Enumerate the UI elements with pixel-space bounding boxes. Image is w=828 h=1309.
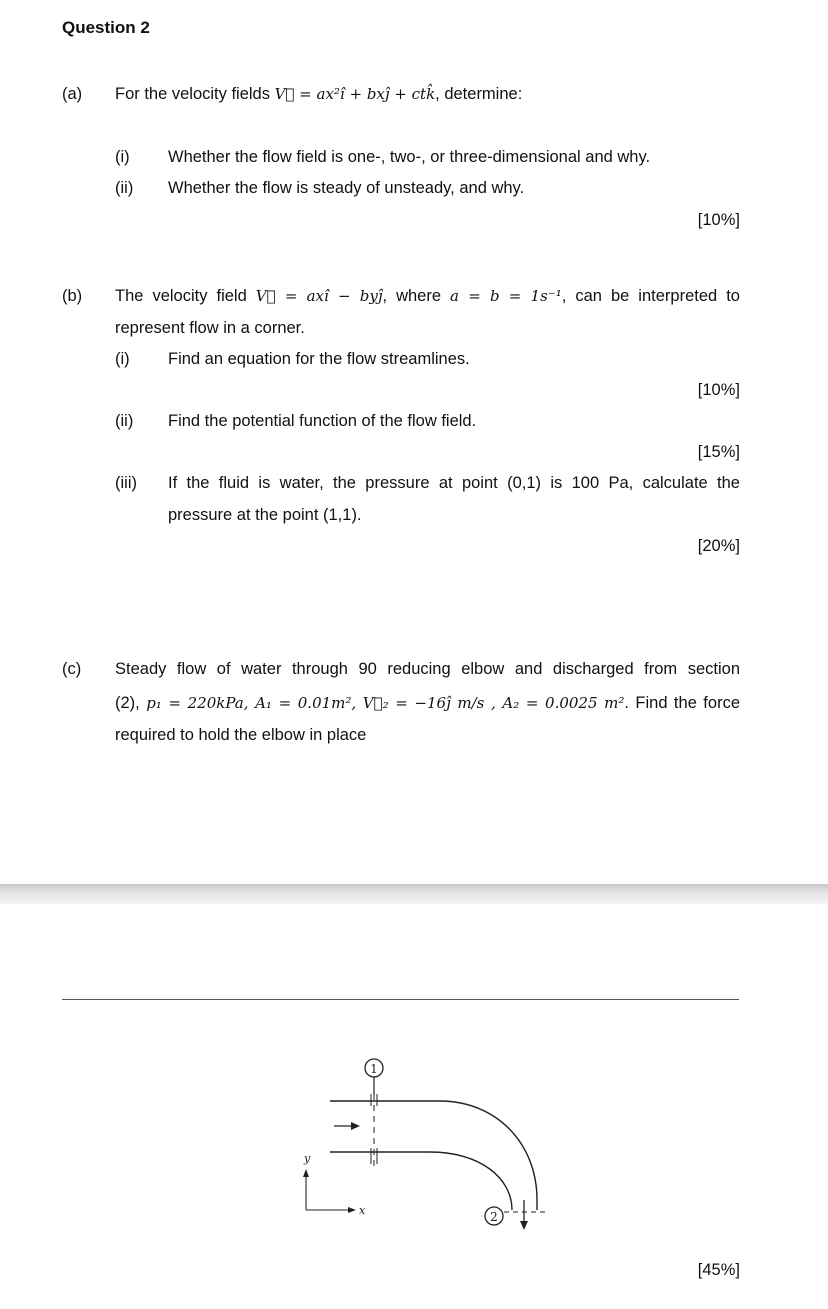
part-c-line-3: required to hold the elbow in place	[115, 726, 367, 744]
horizontal-rule	[62, 999, 739, 1000]
part-b-item-i-marks: [10%]	[697, 381, 740, 399]
part-b-line-1	[115, 287, 740, 306]
part-b-line1-pre: The velocity field	[115, 287, 256, 305]
coefficient-expression: a = b = 1s⁻¹	[450, 287, 562, 305]
section-1-label: 1	[370, 1062, 378, 1076]
part-b-item-i-text: Find an equation for the flow streamlines.	[168, 350, 470, 368]
part-a-item-i-label: (i)	[115, 148, 130, 166]
corner-velocity-expression: V⃗ = axî − byĵ	[255, 287, 383, 305]
question-title: Question 2	[62, 18, 150, 37]
part-b-item-ii-marks: [15%]	[697, 443, 740, 461]
part-a-marks: [10%]	[697, 211, 740, 229]
part-a-intro-pre: For the velocity fields	[115, 85, 275, 103]
part-b-item-iii-label: (iii)	[115, 474, 137, 492]
elbow-outer-wall	[330, 1101, 537, 1210]
section-2-label: 2	[490, 1210, 498, 1224]
part-b-line-2: represent flow in a corner.	[115, 319, 305, 337]
part-b-item-ii-text: Find the potential function of the flow field.	[168, 412, 477, 430]
elbow-given-values: p₁ = 220kPa, A₁ = 0.01m², V⃗₂ = −16ĵ m/s , A₂ = 0.0025 m²	[146, 694, 625, 712]
elbow-inner-wall	[330, 1152, 512, 1210]
page-break-band	[0, 884, 828, 904]
part-c-line2-a: (2),	[115, 694, 147, 712]
part-a-intro	[115, 85, 522, 104]
part-c-line-2	[115, 694, 740, 713]
reducing-elbow-diagram	[290, 1050, 550, 1240]
part-a-intro-post: , determine:	[435, 85, 523, 103]
y-axis-label: y	[304, 1152, 311, 1165]
part-a-item-ii-label: (ii)	[115, 179, 134, 197]
part-b-item-iii-marks: [20%]	[697, 537, 740, 555]
x-axis-label: x	[359, 1204, 366, 1217]
part-c-label: (c)	[62, 660, 82, 678]
part-b-item-iii-text-2: pressure at the point (1,1).	[168, 506, 362, 524]
part-b-label: (b)	[62, 287, 83, 305]
part-b-line1-post: , can be interpreted to	[561, 287, 740, 305]
part-c-line-1: Steady flow of water through 90 reducing elbow and discharged from section	[115, 660, 740, 678]
part-a-label: (a)	[62, 85, 83, 103]
part-b-item-ii-label: (ii)	[115, 412, 134, 430]
part-b-line1-mid: , where	[382, 287, 451, 305]
part-b-item-iii-text-1: If the fluid is water, the pressure at point (0,1) is 100 Pa, calculate the	[168, 474, 740, 492]
velocity-field-expression: V⃗ = ax²î + bxĵ + ctk̂	[274, 85, 436, 103]
part-c-line2-b: . Find the force	[624, 694, 740, 712]
part-c-marks: [45%]	[697, 1261, 740, 1279]
part-b-item-i-label: (i)	[115, 350, 130, 368]
part-a-item-ii-text: Whether the flow is steady of unsteady, and why.	[168, 179, 525, 197]
part-a-item-i-text: Whether the flow field is one-, two-, or three-dimensional and why.	[168, 148, 651, 166]
